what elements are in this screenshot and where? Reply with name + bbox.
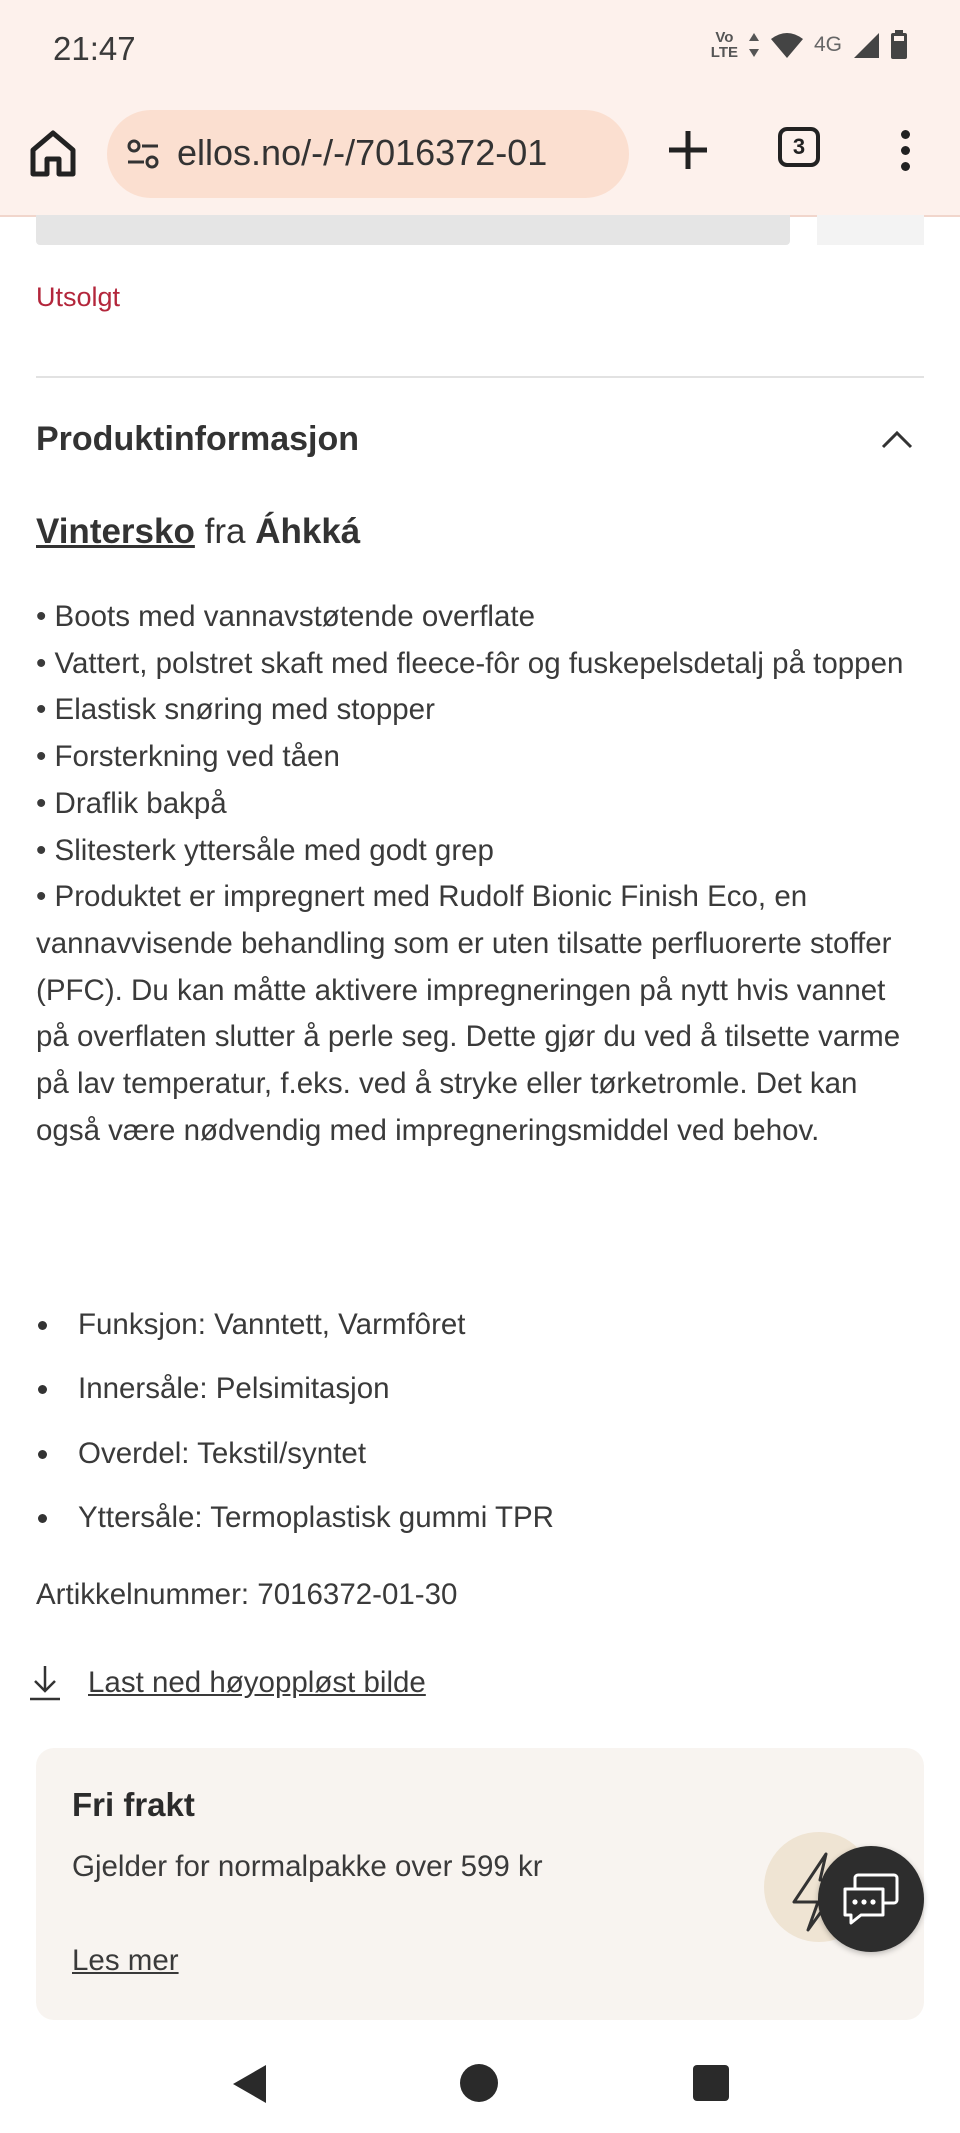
address-bar[interactable]	[107, 110, 629, 198]
chat-button[interactable]	[818, 1846, 924, 1952]
new-tab-icon[interactable]	[665, 127, 711, 173]
data-arrows-icon	[748, 32, 760, 58]
battery-icon	[890, 30, 908, 60]
description-line: • Boots med vannavstøtende overflate	[36, 600, 535, 633]
signal-icon	[852, 31, 880, 59]
brand-name: Áhkká	[255, 512, 361, 551]
wifi-icon	[770, 31, 804, 59]
spec-item: Yttersåle: Termoplastisk gummi TPR	[36, 1495, 924, 1559]
shipping-subtitle: Gjelder for normalpakke over 599 kr	[72, 1850, 543, 1883]
chevron-up-icon[interactable]	[880, 428, 914, 450]
download-link-text[interactable]: Last ned høyoppløst bilde	[88, 1666, 426, 1699]
chat-icon	[841, 1871, 901, 1927]
description-line: • Slitesterk yttersåle med godt grep	[36, 833, 494, 867]
category-link[interactable]: Vintersko	[36, 512, 195, 551]
description-line: • Elastisk snøring med stopper	[36, 693, 435, 727]
volte-indicator: Vo LTE	[710, 29, 738, 61]
download-icon	[28, 1664, 62, 1702]
article-number: Artikkelnummer: 7016372-01-30	[36, 1578, 458, 1611]
url-text[interactable]: ellos.no/-/-/7016372-01	[177, 132, 548, 173]
download-image-link[interactable]	[28, 1664, 426, 1702]
availability-status: Utsolgt	[36, 282, 121, 312]
section-divider	[36, 376, 924, 378]
read-more-link[interactable]: Les mer	[72, 1944, 179, 1977]
spec-item: Overdel: Tekstil/syntet	[36, 1431, 924, 1495]
shipping-title: Fri frakt	[72, 1786, 195, 1823]
free-shipping-card	[36, 1748, 924, 2020]
size-selector-partial[interactable]	[36, 215, 790, 245]
home-nav-icon[interactable]	[460, 2064, 498, 2102]
product-info-heading[interactable]: Produktinformasjon	[36, 420, 360, 458]
spec-item: Funksjon: Vanntett, Varmfôret	[36, 1302, 924, 1366]
browser-menu-icon[interactable]	[895, 130, 915, 176]
recent-apps-icon[interactable]	[693, 2065, 729, 2101]
status-time: 21:47	[53, 30, 136, 67]
network-type: 4G	[813, 33, 842, 56]
spec-item: Innersåle: Pelsimitasjon	[36, 1366, 924, 1430]
description-line: • Produktet er impregnert med Rudolf Bionic Finish Eco, en vannavvisende behandling som er uten tilsatte perfluorerte stoffer (PFC). Du kan måtte aktivere impregneringen på nytt hvis vannet på overflaten slutter å perle seg. Dette gjør du ved å tilsette varme på lav temperatur, f.eks. ved å stryke eller tørketromle. Det kan også være nødvendig med impregneringsmiddel ved behov.	[36, 880, 901, 1147]
size-selector-partial-2[interactable]	[817, 215, 924, 245]
home-icon[interactable]	[28, 128, 78, 178]
product-description	[36, 594, 924, 1154]
status-bar	[0, 0, 960, 100]
status-icons	[711, 30, 908, 60]
browser-toolbar	[0, 100, 960, 217]
description-line: • Vattert, polstret skaft med fleece-fôr og fuskepelsdetalj på toppen	[36, 646, 904, 680]
spec-list	[36, 1302, 924, 1559]
tab-switcher-button[interactable]: 3	[778, 127, 820, 167]
system-nav-bar	[0, 2040, 960, 2133]
product-title-line	[36, 512, 360, 552]
back-icon[interactable]	[230, 2062, 270, 2106]
description-line: • Draflik bakpå	[36, 786, 227, 820]
from-word: fra	[204, 512, 246, 551]
site-settings-icon[interactable]	[125, 136, 161, 172]
description-line: • Forsterkning ved tåen	[36, 740, 340, 774]
